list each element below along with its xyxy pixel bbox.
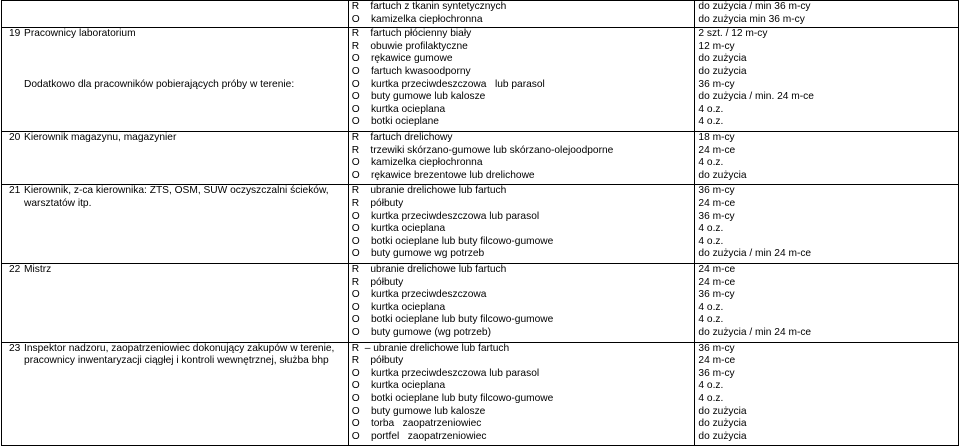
period-entry: do zużycia min 36 m-cy xyxy=(698,13,805,25)
position-cell xyxy=(21,185,348,264)
items-cell xyxy=(348,185,695,264)
item-entry: O botki ocieplane lub buty filcowo-gumowe xyxy=(351,314,554,326)
period-entry: 36 m-cy xyxy=(698,289,735,301)
period-entry: 4 o.z. xyxy=(698,103,724,115)
item-entry: R obuwie profilaktyczne xyxy=(351,40,468,52)
position-cell xyxy=(21,131,348,184)
table-row xyxy=(2,28,959,132)
period-entry: 4 o.z. xyxy=(698,380,724,392)
item-entry: O rękawice gumowe xyxy=(351,53,453,65)
items-cell xyxy=(348,342,695,446)
period-entry: do zużycia xyxy=(698,418,747,430)
item-entry: R półbuty xyxy=(351,197,404,209)
item-entry: R trzewiki skórzano-gumowe lub skórzano-olejoodporne xyxy=(351,144,614,156)
period-entry: 24 m-ce xyxy=(698,197,736,209)
ppe-allocation-table xyxy=(1,0,959,446)
row-number: 20 xyxy=(9,131,21,143)
period-entry: 4 o.z. xyxy=(698,223,724,235)
row-number-cell xyxy=(2,131,22,184)
position-block xyxy=(21,28,348,78)
item-entry: O kamizelka ciepłochronna xyxy=(351,13,483,25)
position-name: Kierownik magazynu, magazynier xyxy=(24,131,177,143)
position-block xyxy=(21,79,348,129)
row-number-cell xyxy=(2,185,22,264)
item-entry: R ubranie drelichowe lub fartuch xyxy=(351,185,507,197)
period-entry: 24 m-ce xyxy=(698,276,736,288)
item-entry: R półbuty xyxy=(351,276,404,288)
items-cell xyxy=(348,131,695,184)
period-entry: 36 m-cy xyxy=(698,367,735,379)
period-entry: 4 o.z. xyxy=(698,157,724,169)
period-entry: 36 m-cy xyxy=(698,185,735,197)
period-entry: 24 m-ce xyxy=(698,144,736,156)
table-row xyxy=(2,185,959,264)
item-entry: O rękawice brezentowe lub drelichowe xyxy=(351,169,535,181)
period-entry: 4 o.z. xyxy=(698,392,724,404)
item-entry: O buty gumowe wg potrzeb xyxy=(351,248,485,260)
period-entry: do zużycia xyxy=(698,65,747,77)
row-number-cell xyxy=(2,28,22,132)
item-entry: O buty gumowe (wg potrzeb) xyxy=(351,326,491,338)
period-entry: do zużycia xyxy=(698,405,747,417)
item-entry: O portfel zaopatrzeniowiec xyxy=(351,430,487,442)
item-entry: O fartuch kwasoodporny xyxy=(351,65,471,77)
item-entry: R – ubranie drelichowe lub fartuch xyxy=(351,342,510,354)
period-entry: 4 o.z. xyxy=(698,235,724,247)
position-name: Dodatkowo dla pracowników pobierających próby w terenie: xyxy=(24,78,295,90)
item-entry: O kurtka ocieplana xyxy=(351,301,446,313)
period-entry: 36 m-cy xyxy=(698,342,735,354)
period-cell xyxy=(695,1,959,28)
items-cell xyxy=(348,28,695,132)
period-entry: do zużycia xyxy=(698,169,747,181)
items-cell xyxy=(348,263,695,342)
period-cell xyxy=(695,131,959,184)
item-entry: O kurtka przeciwdeszczowa xyxy=(351,289,487,301)
item-entry: R półbuty xyxy=(351,355,404,367)
table-row xyxy=(2,342,959,446)
period-entry: 24 m-ce xyxy=(698,355,736,367)
item-entry: O kurtka ocieplana xyxy=(351,103,446,115)
table-body xyxy=(2,1,959,446)
item-entry: O botki ocieplane lub buty filcowo-gumowe xyxy=(351,392,554,404)
item-entry: O botki ocieplane lub buty filcowo-gumowe xyxy=(351,235,554,247)
position-name: Pracownicy laboratorium xyxy=(24,28,136,40)
period-entry: do zużycia xyxy=(698,430,747,442)
item-entry: O buty gumowe lub kalosze xyxy=(351,91,486,103)
item-entry: O torba zaopatrzeniowiec xyxy=(351,418,482,430)
period-cell xyxy=(695,263,959,342)
row-number-cell xyxy=(2,263,22,342)
period-entry: 24 m-ce xyxy=(698,263,736,275)
period-entry: do zużycia / min 24 m-ce xyxy=(698,248,812,260)
table-row xyxy=(2,1,959,28)
item-entry: R fartuch z tkanin syntetycznych xyxy=(351,1,507,12)
position-cell xyxy=(21,263,348,342)
period-entry: 12 m-cy xyxy=(698,40,735,52)
item-entry: O kurtka przeciwdeszczowa lub parasol xyxy=(351,367,540,379)
item-entry: R fartuch drelichowy xyxy=(351,131,453,143)
period-entry: 36 m-cy xyxy=(698,78,735,90)
table-row xyxy=(2,131,959,184)
position-cell xyxy=(21,28,348,132)
item-entry: O kurtka przeciwdeszczowa lub parasol xyxy=(351,78,545,90)
row-number: 23 xyxy=(9,342,21,354)
item-entry: O kurtka ocieplana xyxy=(351,380,446,392)
item-entry: O buty gumowe lub kalosze xyxy=(351,405,486,417)
position-block xyxy=(21,132,348,182)
period-cell xyxy=(695,185,959,264)
item-entry: O botki ocieplane xyxy=(351,116,439,128)
row-number: 19 xyxy=(9,28,21,40)
item-entry: O kurtka przeciwdeszczowa lub parasol xyxy=(351,210,540,222)
item-entry: O kamizelka ciepłochronna xyxy=(351,157,483,169)
period-entry: do zużycia xyxy=(698,53,747,65)
position-block xyxy=(21,343,348,444)
period-entry: 4 o.z. xyxy=(698,116,724,128)
period-entry: do zużycia / min. 24 m-ce xyxy=(698,91,814,103)
items-cell xyxy=(348,1,695,28)
period-entry: do zużycia / min 36 m-cy xyxy=(698,1,811,12)
position-cell xyxy=(21,342,348,446)
item-entry: O kurtka ocieplana xyxy=(351,223,446,235)
position-block xyxy=(21,264,348,340)
row-number: 21 xyxy=(9,185,21,197)
position-block xyxy=(21,1,348,26)
row-number-cell xyxy=(2,1,22,28)
position-cell xyxy=(21,1,348,28)
position-name: Kierownik, z-ca kierownika: ZTS, OSM, SUW oczyszczalni ścieków, warsztatów itp. xyxy=(24,185,329,209)
period-entry: 4 o.z. xyxy=(698,301,724,313)
period-cell xyxy=(695,342,959,446)
item-entry: R ubranie drelichowe lub fartuch xyxy=(351,263,507,275)
item-entry: R fartuch płócienny biały xyxy=(351,28,472,40)
position-name: Inspektor nadzoru, zaopatrzeniowiec dokonujący zakupów w terenie, pracownicy inwentaryzacji ciągłej i kontroli wewnętrznej, służba bhp xyxy=(24,342,335,367)
period-entry: 36 m-cy xyxy=(698,210,735,222)
row-number xyxy=(2,1,21,14)
period-entry: 18 m-cy xyxy=(698,131,735,143)
row-number-cell xyxy=(2,342,22,446)
period-cell xyxy=(695,28,959,132)
period-entry: 2 szt. / 12 m-cy xyxy=(698,28,768,40)
position-name: Mistrz xyxy=(24,263,52,275)
period-entry: 4 o.z. xyxy=(698,314,724,326)
row-number: 22 xyxy=(9,263,21,275)
position-block xyxy=(21,185,348,261)
period-entry: do zużycia / min 24 m-ce xyxy=(698,326,812,338)
table-row xyxy=(2,263,959,342)
